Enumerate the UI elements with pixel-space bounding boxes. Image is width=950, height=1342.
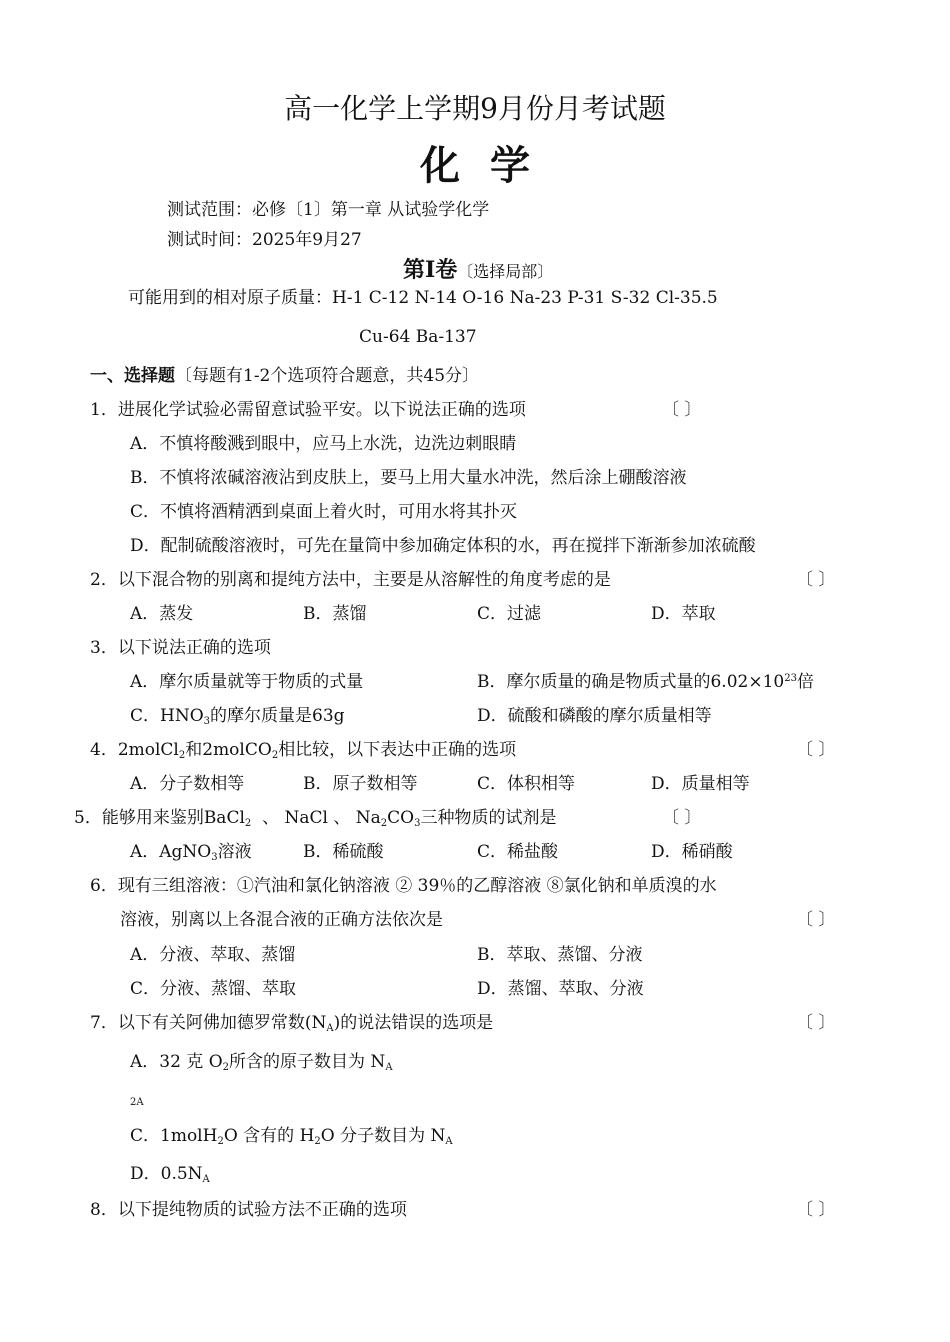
exam-scope: 测试范围：必修〔1〕第一章 从试验学化学 — [167, 200, 490, 220]
exam-time: 测试时间：2025年9月27 — [167, 230, 362, 250]
section-note: 〔选择局部〕 — [457, 262, 554, 281]
answer-bracket: 〔 〕 — [796, 1200, 836, 1220]
question-3-option-c: C．$HNO_3$的摩尔质量是63g — [130, 706, 345, 727]
subject-title: 化学 — [420, 142, 560, 189]
atomic-mass-line-1: 可能用到的相对原子质量：H-1 C-12 N-14 O-16 Na-23 P-31 S-32 Cl-35.5 — [128, 288, 718, 308]
question-5-option-c: C．稀盐酸 — [477, 842, 559, 862]
part-title: 一、选择题 — [90, 366, 175, 386]
question-5-option-b: B．稀硫酸 — [303, 842, 384, 862]
question-7-stem: 7．以下有关阿佛加德罗常数$(N_A)$的说法错误的选项是 — [90, 1013, 494, 1034]
question-4-stem: 4．2molCl$_2$和2molCO$_2$相比较，以下表达中正确的选项 — [90, 740, 517, 761]
answer-bracket: 〔 〕 — [796, 910, 836, 930]
section-heading — [403, 257, 553, 283]
question-7-option-a: A．32 克 $O_2$所含的原子数目为 $N_A$ — [130, 1052, 393, 1073]
question-1-stem: 1．进展化学试验必需留意试验平安。以下说法正确的选项 — [90, 400, 526, 420]
question-6-stem-line-1: 6．现有三组溶液：①汽油和氯化钠溶液 ② 39％的乙醇溶液 ⑧氯化钠和单质溴的水 — [90, 876, 717, 896]
question-4-option-c: C．体积相等 — [477, 774, 576, 794]
question-1-option-b: B．不慎将浓碱溶液沾到皮肤上，要马上用大量水冲洗，然后涂上硼酸溶液 — [130, 468, 687, 488]
part-note: 〔每题有1-2个选项符合题意，共45分〕 — [175, 366, 480, 386]
answer-bracket: 〔 〕 — [796, 1013, 836, 1033]
question-6-option-c: C．分液、蒸馏、萃取 — [130, 979, 297, 999]
question-4-option-d: D．质量相等 — [651, 774, 750, 794]
question-3-option-a: A．摩尔质量就等于物质的式量 — [130, 672, 364, 692]
question-2-option-a: A．蒸发 — [130, 604, 194, 624]
answer-bracket: 〔 〕 — [796, 740, 836, 760]
question-1-option-a: A．不慎将酸溅到眼中，应马上水洗，边洗边刺眼睛 — [130, 434, 517, 454]
answer-bracket: 〔 〕 — [796, 570, 836, 590]
question-7-fragment: 2A — [130, 1097, 144, 1108]
question-4-option-b: B．原子数相等 — [303, 774, 418, 794]
answer-bracket: 〔 〕 — [662, 808, 702, 828]
question-6-option-b: B．萃取、蒸馏、分液 — [477, 945, 643, 965]
question-4-option-a: A．分子数相等 — [130, 774, 245, 794]
question-6-option-a: A．分液、萃取、蒸馏 — [130, 945, 296, 965]
atomic-mass-line-2: Cu-64 Ba-137 — [359, 327, 477, 347]
question-3-option-b: B．摩尔质量的确是物质式量的$6.02\times 10^{23}$倍 — [477, 672, 814, 692]
question-5-option-a: A．AgNO$_3$溶液 — [130, 842, 252, 863]
question-7-option-d: D．$0.5N_A$ — [130, 1164, 210, 1185]
answer-bracket: 〔 〕 — [662, 400, 702, 420]
question-1-option-c: C．不慎将酒精洒到桌面上着火时，可用水将其扑灭 — [130, 502, 518, 522]
question-8-stem: 8．以下提纯物质的试验方法不正确的选项 — [90, 1200, 407, 1220]
question-5-option-d: D．稀硝酸 — [651, 842, 733, 862]
exam-title: 高一化学上学期9月份月考试题 — [284, 92, 666, 125]
part-heading — [90, 366, 479, 386]
question-6-option-d: D．蒸馏、萃取、分液 — [477, 979, 644, 999]
question-7-option-c: C．1molH$_2$O 含有的 $H_2O$ 分子数目为 $N_A$ — [130, 1126, 453, 1147]
question-5-stem: 5．能够用来鉴别BaCl$_2$ 、 NaCl 、 $Na_2CO_3$三种物质的试剂是 — [74, 808, 557, 829]
question-2-option-b: B．蒸馏 — [303, 604, 367, 624]
question-2-option-d: D．萃取 — [651, 604, 716, 624]
question-2-option-c: C．过滤 — [477, 604, 542, 624]
question-6-stem-line-2: 溶液，别离以上各混合液的正确方法依次是 — [120, 910, 443, 930]
question-1-option-d: D．配制硫酸溶液时，可先在量筒中参加确定体积的水，再在搅拌下渐渐参加浓硫酸 — [130, 536, 756, 556]
question-2-stem: 2．以下混合物的别离和提纯方法中，主要是从溶解性的角度考虑的是 — [90, 570, 611, 590]
question-3-stem: 3．以下说法正确的选项 — [90, 638, 271, 658]
section-title: 第Ⅰ卷 — [403, 257, 458, 283]
question-3-option-d: D．硫酸和磷酸的摩尔质量相等 — [477, 706, 712, 726]
